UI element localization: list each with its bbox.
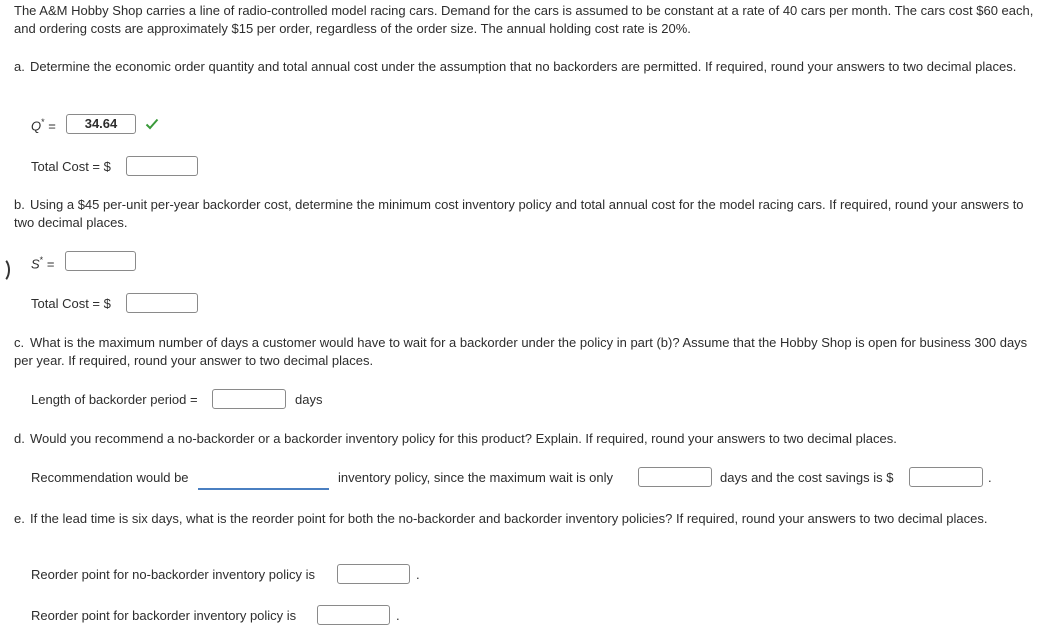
part-b-total-cost-input[interactable] xyxy=(126,293,198,313)
part-b-question xyxy=(14,196,1038,232)
no-backorder-reorder-label: Reorder point for no-backorder inventory policy is xyxy=(31,567,315,582)
part-b-text: Using a $45 per-unit per-year backorder cost, determine the minimum cost inventory policy and total annual cost for the model racing cars. If required, round your answers to two decimal places. xyxy=(14,197,1024,230)
q-symbol: Q xyxy=(31,118,42,134)
no-backorder-period: . xyxy=(416,567,420,582)
q-star-input[interactable]: 34.64 xyxy=(66,114,136,134)
cost-savings-input[interactable] xyxy=(909,467,983,487)
backorder-length-input[interactable] xyxy=(212,389,286,409)
part-d-text: Would you recommend a no-backorder or a backorder inventory policy for this product? Explain. If required, round your answers to two decimal places. xyxy=(30,431,897,446)
part-a-text: Determine the economic order quantity and total annual cost under the assumption that no backorders are permitted. If required, round your answers to two decimal places. xyxy=(30,59,1017,74)
s-star-label xyxy=(31,255,54,271)
recommendation-prefix: Recommendation would be xyxy=(31,470,189,485)
part-a-total-cost-label: Total Cost = $ xyxy=(31,159,111,174)
no-backorder-reorder-input[interactable] xyxy=(337,564,410,584)
backorder-reorder-input[interactable] xyxy=(317,605,390,625)
q-star-label xyxy=(31,117,56,133)
s-star-input[interactable] xyxy=(65,251,136,271)
part-a-question xyxy=(14,58,1038,76)
part-d-letter: d. xyxy=(14,431,25,446)
q-equals: = xyxy=(48,118,56,134)
part-a-total-cost-input[interactable] xyxy=(126,156,198,176)
part-a-letter: a. xyxy=(14,59,25,74)
cost-savings-label: days and the cost savings is $ xyxy=(720,470,894,485)
recommendation-dropdown[interactable] xyxy=(198,468,329,490)
q-superscript: * xyxy=(41,117,45,127)
part-e-text: If the lead time is six days, what is the reorder point for both the no-backorder and backorder inventory policies? If required, round your answers to two decimal places. xyxy=(30,511,988,526)
recommendation-period: . xyxy=(988,470,992,485)
part-d-question xyxy=(14,430,1038,448)
backorder-length-unit: days xyxy=(295,392,323,407)
correct-check-icon xyxy=(145,117,159,131)
part-c-letter: c. xyxy=(14,335,25,350)
problem-intro: The A&M Hobby Shop carries a line of radio-controlled model racing cars. Demand for the cars is assumed to be constant at a rate of 40 cars per month. The cars cost $60 each, and ordering costs are approximately $15 per order, regardless of the order size. The annual holding cost rate is 20%. xyxy=(14,3,1034,36)
part-b-total-cost-label: Total Cost = $ xyxy=(31,296,111,311)
s-superscript: * xyxy=(39,255,44,265)
s-equals: = xyxy=(46,256,55,272)
part-b-letter: b. xyxy=(14,197,25,212)
edge-bracket-icon xyxy=(0,257,10,283)
part-c-question xyxy=(14,334,1038,370)
backorder-length-label: Length of backorder period = xyxy=(31,392,198,407)
s-symbol: S xyxy=(31,256,40,272)
max-wait-input[interactable] xyxy=(638,467,712,487)
backorder-reorder-label: Reorder point for backorder inventory policy is xyxy=(31,608,297,623)
recommendation-middle-text: inventory policy, since the maximum wait is only xyxy=(338,470,614,485)
part-e-letter: e. xyxy=(14,511,25,526)
backorder-period: . xyxy=(396,608,400,623)
part-c-text: What is the maximum number of days a customer would have to wait for a backorder under the policy in part (b)? Assume that the Hobby Shop is open for business 300 days per year. If required, round your answer to two decimal places. xyxy=(14,335,1028,368)
part-e-question xyxy=(14,510,1038,528)
